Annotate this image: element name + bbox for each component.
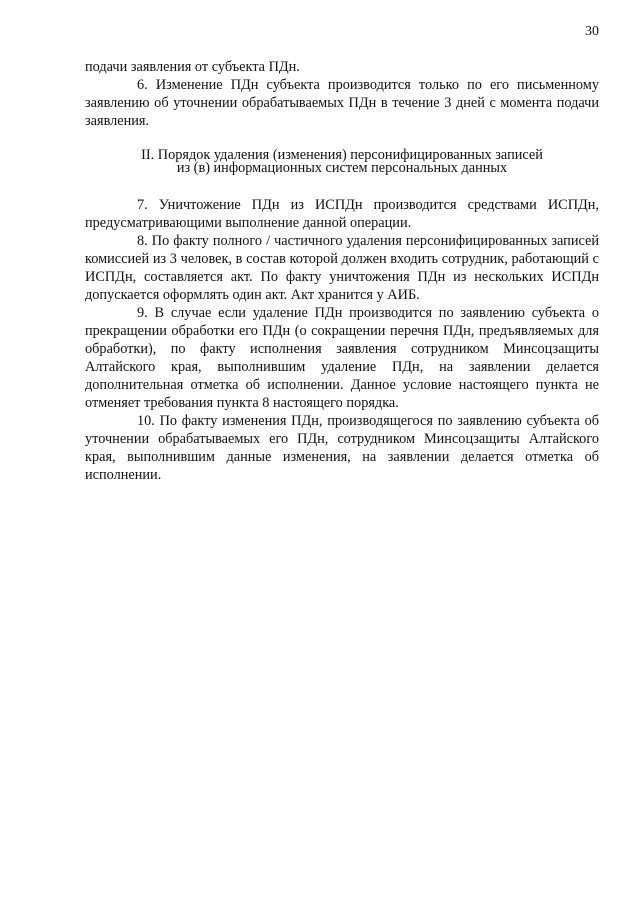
document-body	[85, 58, 599, 484]
paragraph-continued: подачи заявления от субъекта ПДн.	[85, 59, 300, 75]
section-heading-line-1: II. Порядок удаления (изменения) персонифицированных записей	[141, 147, 543, 163]
paragraph-6: 6. Изменение ПДн субъекта производится только по его письменному заявлению об уточнении обрабатываемых ПДн в течение 3 дней с момента подачи заявления.	[85, 77, 599, 129]
page-number: 30	[585, 24, 599, 39]
paragraph-7: 7. Уничтожение ПДн из ИСПДн производится средствами ИСПДн, предусматривающими выполнение данной операции.	[85, 197, 599, 231]
section-heading	[85, 149, 599, 175]
paragraph-10: 10. По факту изменения ПДн, производящегося по заявлению субъекта об уточнении обрабатываемых его ПДн, сотрудником Минсоцзащиты Алтайского края, выполнившим данные изменения, на заявлении делается отметка об исполнении.	[85, 413, 599, 483]
paragraph-9: 9. В случае если удаление ПДн производится по заявлению субъекта о прекращении обработки его ПДн (о сокращении перечня ПДн, предъявляемых для обработки), по факту исполнения заявления сотрудником Минсоцзащиты Алтайского края, выполнившим удаление ПДн, на заявлении делается дополнительная отметка об исполнении. Данное условие настоящего пункта не отменяет требования пункта 8 настоящего порядка.	[85, 305, 599, 411]
section-heading-line-2: из (в) информационных систем персональных данных	[176, 160, 508, 176]
paragraph-8: 8. По факту полного / частичного удаления персонифицированных записей комиссией из 3 человек, в состав которой должен входить сотрудник, работающий с ИСПДн, составляется акт. По факту уничтожения ПДн из нескольких ИСПДн допускается оформлять один акт. Акт хранится у АИБ.	[85, 233, 599, 303]
